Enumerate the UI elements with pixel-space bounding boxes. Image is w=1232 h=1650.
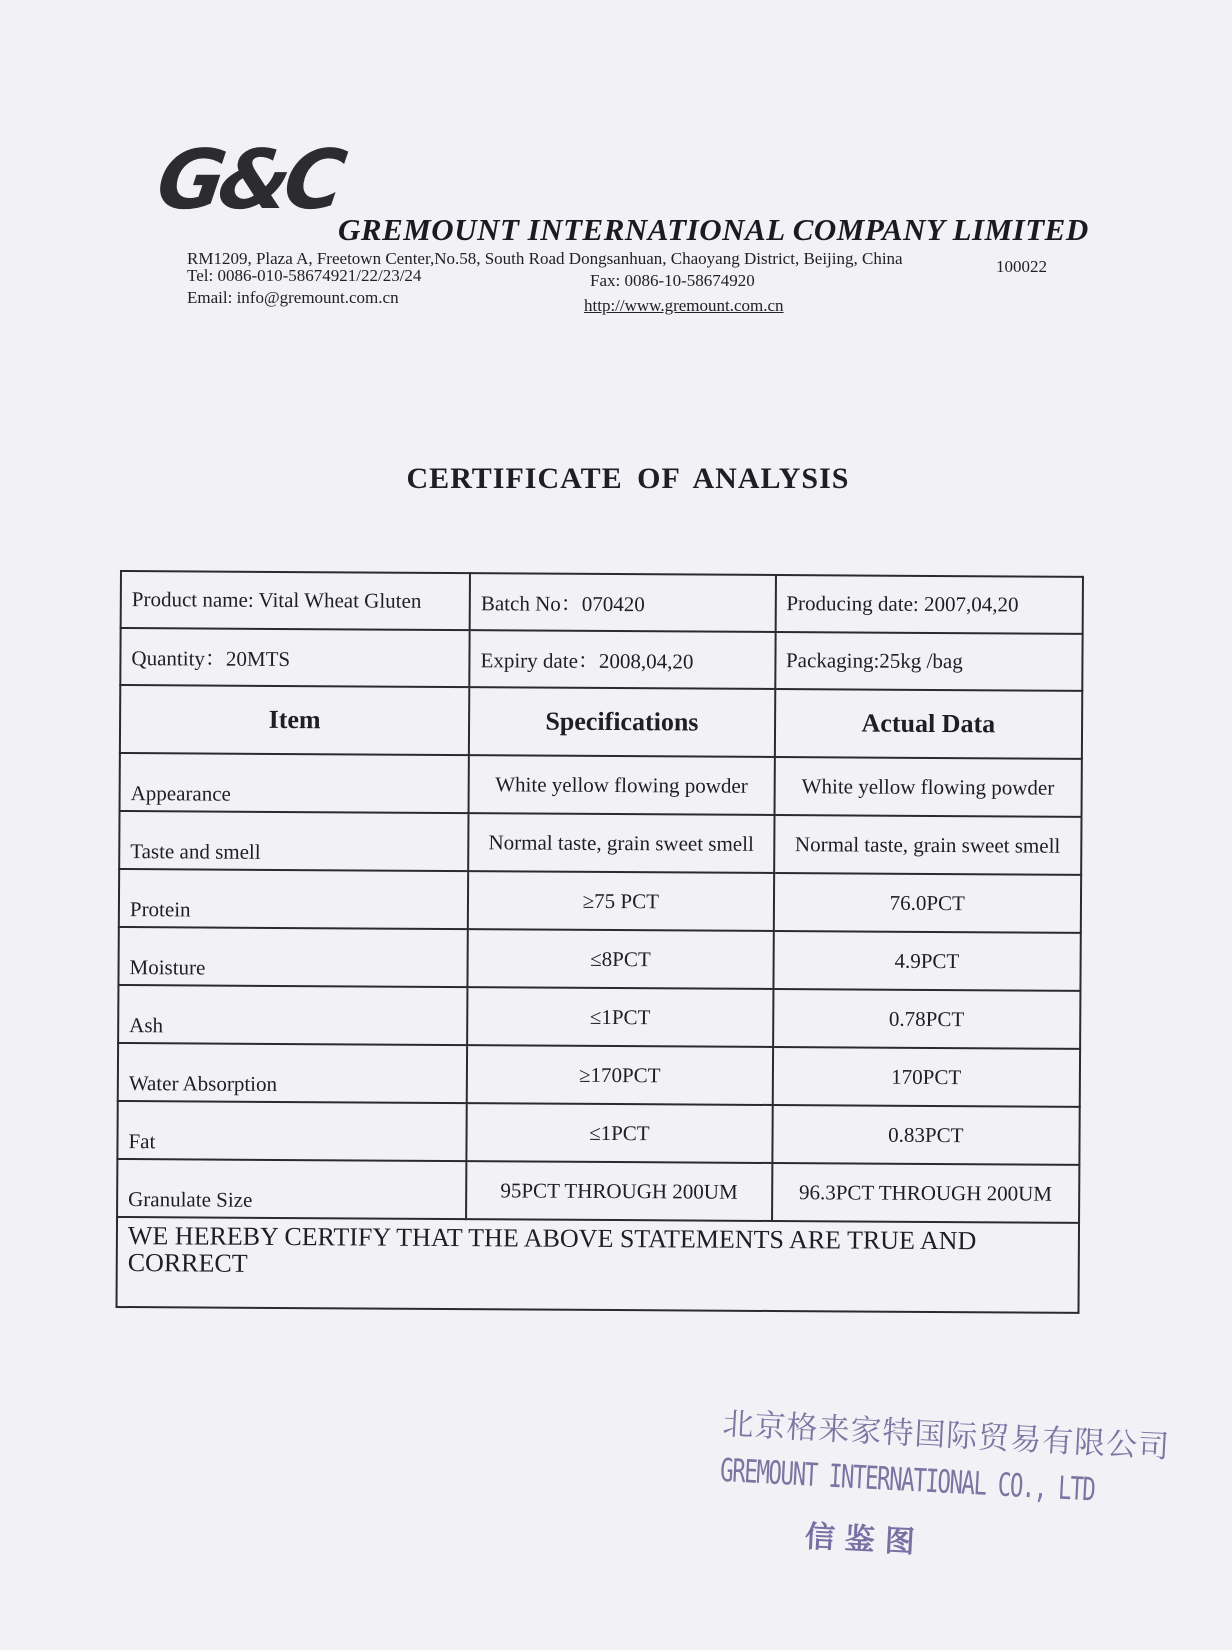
header-item: Item (120, 685, 470, 755)
expiry-date: Expiry date：2008,04,20 (469, 630, 775, 689)
table-row (118, 1043, 1080, 1107)
table-row (117, 1101, 1079, 1165)
certification-statement: WE HEREBY CERTIFY THAT THE ABOVE STATEMENTS ARE TRUE AND CORRECT (116, 1217, 1079, 1313)
stamp-chinese-name: 北京格来家特国际贸易有限公司 (721, 1405, 1171, 1466)
actual-cell: White yellow flowing powder (774, 757, 1082, 817)
item-cell: Water Absorption (118, 1043, 467, 1103)
email: Email: info@gremount.com.cn (187, 288, 399, 307)
table-row (117, 1159, 1079, 1223)
spec-cell: 95PCT THROUGH 200UM (466, 1161, 772, 1221)
company-address: RM1209, Plaza A, Freetown Center,No.58, South Road Dongsanhuan, Chaoyang District, Beijing, China (187, 249, 903, 268)
packaging: Packaging:25kg /bag (775, 632, 1083, 691)
info-row (120, 628, 1082, 691)
certification-row (116, 1217, 1079, 1313)
producing-date: Producing date: 2007,04,20 (775, 575, 1083, 634)
quantity: Quantity：20MTS (120, 628, 469, 687)
actual-cell: 96.3PCT THROUGH 200UM (772, 1163, 1080, 1223)
fax: Fax: 0086-10-58674920 (590, 271, 755, 290)
spec-cell: Normal taste, grain sweet smell (468, 813, 774, 873)
spec-cell: ≥75 PCT (468, 871, 774, 931)
actual-cell: 4.9PCT (773, 931, 1081, 991)
item-cell: Appearance (120, 753, 469, 813)
item-cell: Moisture (118, 927, 467, 987)
table-row (119, 811, 1081, 875)
table-row (120, 753, 1082, 817)
website-link[interactable]: http://www.gremount.com.cn (584, 296, 784, 315)
spec-cell: White yellow flowing powder (469, 755, 775, 815)
table-row (118, 985, 1080, 1049)
actual-cell: 170PCT (772, 1047, 1080, 1107)
spec-cell: ≤1PCT (467, 987, 773, 1047)
stamp-seal-text: 信鉴图 (803, 1519, 926, 1561)
item-cell: Taste and smell (119, 811, 468, 871)
company-name: GREMOUNT INTERNATIONAL COMPANY LIMITED (338, 212, 1089, 247)
product-name: Product name: Vital Wheat Gluten (121, 571, 470, 630)
company-logo: G&C (151, 133, 346, 228)
item-cell: Granulate Size (117, 1159, 466, 1219)
spec-cell: ≤1PCT (466, 1103, 772, 1163)
table-row (118, 927, 1080, 991)
analysis-table (115, 570, 1083, 1314)
header-actual-data: Actual Data (774, 689, 1082, 759)
document-title: CERTIFICATE OF ANALYSIS (406, 462, 850, 495)
item-cell: Ash (118, 985, 467, 1045)
table-row (119, 869, 1081, 933)
stamp-english-name: GREMOUNT INTERNATIONAL CO., LTD (719, 1450, 1096, 1509)
telephone: Tel: 0086-010-58674921/22/23/24 (187, 266, 422, 285)
company-stamp (716, 1398, 1232, 1579)
actual-cell: 0.78PCT (773, 989, 1081, 1049)
table-header-row (120, 685, 1082, 759)
header-specifications: Specifications (469, 687, 775, 757)
item-cell: Protein (119, 869, 468, 929)
item-cell: Fat (117, 1101, 466, 1161)
actual-cell: 76.0PCT (773, 873, 1081, 933)
batch-number: Batch No：070420 (470, 573, 776, 632)
info-row (121, 571, 1083, 634)
spec-cell: ≥170PCT (467, 1045, 773, 1105)
actual-cell: 0.83PCT (772, 1105, 1080, 1165)
spec-cell: ≤8PCT (468, 929, 774, 989)
actual-cell: Normal taste, grain sweet smell (774, 815, 1082, 875)
postcode: 100022 (996, 257, 1047, 276)
